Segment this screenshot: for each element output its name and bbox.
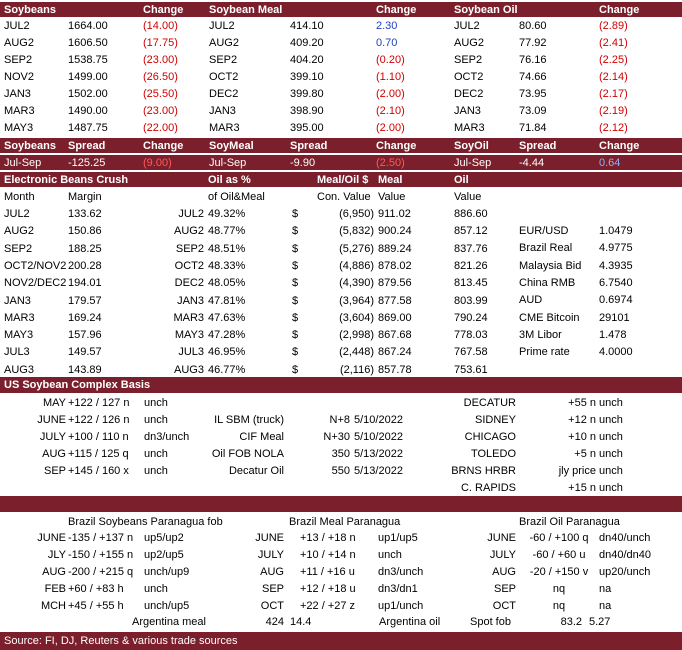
soybeans-header: Soybeans — [4, 4, 56, 16]
meal-month: OCT2 — [209, 71, 239, 83]
soy-price: 1606.50 — [68, 37, 108, 49]
crush-oil-pct: 46.95% — [208, 346, 246, 359]
crush-dollar: $ — [292, 277, 299, 290]
basis-date: 5/10/2022 — [354, 431, 403, 443]
crush-meal-value: 911.02 — [378, 208, 411, 220]
basis-change: unch — [144, 397, 168, 409]
crush-oil-value-label: Value — [454, 191, 482, 203]
brazil-oil-value: nq — [552, 583, 566, 595]
brazil-meal-value: +10 / +14 n — [300, 549, 356, 561]
source-note: Source: FI, DJ, Reuters & various trade sources — [4, 635, 238, 647]
crush-margin: 143.89 — [68, 363, 102, 376]
basis-change: dn3/unch — [144, 431, 190, 443]
oil-price: 74.66 — [519, 71, 547, 83]
basis-product-value: 550 — [331, 465, 350, 477]
crush-oil-month: OCT2 — [174, 259, 204, 272]
crush-oil-pct: 48.51% — [208, 242, 246, 255]
meal-change-header: Change — [376, 4, 417, 16]
basis-loc-value: +55 n — [568, 397, 596, 409]
basis-title: US Soybean Complex Basis — [4, 379, 151, 391]
basis-date: 5/13/2022 — [354, 448, 403, 460]
crush-con-value: (5,276) — [339, 242, 374, 255]
crush-dollar: $ — [292, 259, 299, 272]
brazil-soy-month: AUG — [42, 566, 66, 578]
brazil-soy-value: -150 / +155 n — [68, 549, 134, 561]
crush-oil-value: 767.58 — [454, 346, 488, 359]
oil-month: MAR3 — [454, 122, 485, 134]
crush-con-label: Con. Value — [317, 191, 371, 203]
oil-price: 73.09 — [519, 105, 547, 117]
crush-oil-value: 886.60 — [454, 208, 488, 220]
meal-price: 409.20 — [290, 37, 324, 49]
meal-price: 395.00 — [290, 122, 324, 134]
crush-dollar: $ — [292, 346, 299, 359]
meal-month: DEC2 — [209, 88, 239, 100]
brazil-meal-change: unch — [378, 549, 402, 561]
crush-month: JUL3 — [4, 346, 30, 359]
brazil-oil-change: dn40/unch — [599, 532, 651, 544]
brazil-soy-title: Brazil Soybeans Paranagua fob — [68, 516, 223, 528]
brazil-meal-change: dn3/unch — [378, 566, 424, 578]
divider-band — [0, 496, 682, 512]
basis-location: BRNS HRBR — [451, 465, 516, 477]
soy-month: JUL2 — [4, 20, 30, 32]
soy-change: (14.00) — [143, 20, 178, 32]
basis-value: +122 / 126 n — [68, 414, 130, 426]
soy-price: 1487.75 — [68, 122, 108, 134]
crush-meal-value: 869.00 — [378, 311, 412, 324]
crush-oil-value: 790.24 — [454, 311, 488, 324]
meal-month: JAN3 — [209, 105, 236, 117]
soy-price: 1664.00 — [68, 20, 108, 32]
spread-header-cell: Soybeans — [4, 140, 56, 152]
crush-meal-value: 879.56 — [378, 277, 412, 290]
soy-month: MAR3 — [4, 105, 35, 117]
meal-month: SEP2 — [209, 54, 238, 66]
crush-margin: 200.28 — [68, 259, 102, 272]
brazil-oil-value: -60 / +100 q — [529, 532, 589, 544]
meal-change: (2.00) — [376, 122, 405, 134]
oil-month: JUL2 — [454, 20, 480, 32]
crush-dollar: $ — [292, 242, 299, 255]
brazil-meal-month: JUNE — [255, 532, 284, 544]
spread-header-cell: SoyOil — [454, 140, 489, 152]
oil-change-header: Change — [599, 4, 640, 16]
meal-change: (1.10) — [376, 71, 405, 83]
fx-value: 1.478 — [599, 328, 627, 341]
crush-oil-value: 778.03 — [454, 329, 488, 342]
spread-value: Jul-Sep — [454, 157, 492, 169]
brazil-oil-title: Brazil Oil Paranagua — [519, 516, 620, 528]
soy-month: JAN3 — [4, 88, 31, 100]
brazil-meal-month: JULY — [257, 549, 284, 561]
basis-month: JULY — [39, 431, 66, 443]
basis-product-value: N+30 — [323, 431, 350, 443]
crush-oil-month: SEP2 — [175, 242, 204, 255]
spread-header-cell: Change — [376, 140, 417, 152]
oil-month: DEC2 — [454, 88, 484, 100]
crush-margin: 188.25 — [68, 242, 102, 255]
brazil-soy-change: up2/up5 — [144, 549, 184, 561]
soy-month: AUG2 — [4, 37, 34, 49]
brazil-meal-value: +11 / +16 u — [300, 566, 355, 578]
crush-margin: 133.62 — [68, 208, 102, 220]
brazil-meal-value: +13 / +18 n — [300, 532, 356, 544]
basis-loc-change: unch — [599, 448, 623, 460]
crush-oil-pct: 49.32% — [208, 208, 246, 220]
oil-month: SEP2 — [454, 54, 483, 66]
soy-price: 1538.75 — [68, 54, 108, 66]
basis-location: SIDNEY — [475, 414, 516, 426]
argentina-oil-label: Argentina oil — [379, 616, 441, 628]
brazil-oil-value: -20 / +150 v — [529, 566, 589, 578]
spread-value: -9.90 — [290, 157, 316, 169]
oil-change: (2.14) — [599, 71, 628, 83]
crush-oil-month: AUG3 — [174, 363, 204, 376]
meal-price: 414.10 — [290, 20, 324, 32]
crush-dollar: $ — [292, 225, 299, 238]
soy-change: (23.00) — [143, 54, 178, 66]
crush-oil-header: Oil — [454, 174, 469, 186]
basis-loc-value: +5 n — [574, 448, 596, 460]
oil-change: (2.17) — [599, 88, 628, 100]
basis-product: IL SBM (truck) — [214, 414, 284, 426]
crush-oil-value: 837.76 — [454, 242, 488, 255]
brazil-meal-month: OCT — [260, 600, 284, 612]
basis-month: JUNE — [37, 414, 66, 426]
basis-month: MAY — [42, 397, 66, 409]
crush-oil-pct: 48.33% — [208, 259, 246, 272]
crush-oil-month: MAY3 — [174, 329, 204, 342]
crush-oilpct-header: Oil as % — [208, 174, 251, 186]
argentina-meal-value2: 14.4 — [290, 616, 312, 628]
argentina-spot-label: Spot fob — [470, 616, 511, 628]
basis-product-value: 350 — [331, 448, 350, 460]
fx-value: 4.0000 — [599, 346, 633, 359]
soy-change: (17.75) — [143, 37, 178, 49]
crush-oil-value: 803.99 — [454, 294, 488, 307]
spread-value: (2.50) — [376, 157, 405, 169]
spread-header-cell: Change — [599, 140, 640, 152]
spread-value: -125.25 — [68, 157, 106, 169]
brazil-oil-month: JULY — [489, 549, 516, 561]
crush-con-value: (4,390) — [339, 277, 374, 290]
spread-value: Jul-Sep — [209, 157, 247, 169]
crush-oil-value: 821.26 — [454, 259, 488, 272]
soy-month: SEP2 — [4, 54, 33, 66]
basis-value: +115 / 125 q — [68, 448, 129, 460]
brazil-oil-month: SEP — [493, 583, 516, 595]
spread-value: (9.00) — [143, 157, 172, 169]
crush-meal-value: 867.68 — [378, 329, 412, 342]
oil-price: 76.16 — [519, 54, 547, 66]
soy-price: 1499.00 — [68, 71, 108, 83]
crush-margin: 149.57 — [68, 346, 102, 359]
brazil-oil-change: dn40/dn40 — [599, 549, 651, 561]
basis-product: Decatur Oil — [228, 465, 284, 477]
crush-month: SEP2 — [4, 242, 33, 255]
crush-month: AUG3 — [4, 363, 34, 376]
fx-value: 29101 — [599, 311, 630, 324]
soy-change: (23.00) — [143, 105, 178, 117]
brazil-meal-change: up1/up5 — [378, 532, 418, 544]
crush-dollar: $ — [292, 329, 299, 342]
basis-product: Oil FOB NOLA — [211, 448, 284, 460]
crush-oil-value: 813.45 — [454, 277, 488, 290]
basis-location: DECATUR — [463, 397, 516, 409]
oil-month: JAN3 — [454, 105, 481, 117]
basis-loc-change: unch — [599, 431, 623, 443]
crush-meal-value: 857.78 — [378, 363, 412, 376]
brazil-soy-month: FEB — [44, 583, 66, 595]
brazil-oil-month: JUNE — [487, 532, 516, 544]
meal-header: Soybean Meal — [209, 4, 283, 16]
fx-value: 0.6974 — [599, 294, 633, 307]
basis-month: AUG — [42, 448, 66, 460]
fx-value: 6.7540 — [599, 276, 633, 289]
fx-label: Brazil Real — [519, 242, 573, 255]
crush-oil-pct: 47.81% — [208, 294, 246, 307]
brazil-meal-month: SEP — [261, 583, 284, 595]
brazil-oil-change: na — [599, 600, 612, 612]
basis-value: +122 / 127 n — [68, 397, 130, 409]
oil-month: AUG2 — [454, 37, 484, 49]
spread-header-cell: Spread — [290, 140, 328, 152]
brazil-soy-change: unch — [144, 583, 168, 595]
crush-dollar: $ — [292, 311, 299, 324]
crush-month: NOV2/DEC2 — [4, 277, 67, 290]
crush-oil-month: DEC2 — [174, 277, 204, 290]
meal-change: 2.30 — [376, 20, 398, 32]
argentina-meal-value1: 424 — [265, 616, 284, 628]
crush-con-value: (2,448) — [339, 346, 374, 359]
brazil-meal-change: dn3/dn1 — [378, 583, 418, 595]
fx-label: 3M Libor — [519, 328, 562, 341]
brazil-meal-title: Brazil Meal Paranagua — [289, 516, 401, 528]
argentina-meal-label: Argentina meal — [132, 616, 206, 628]
crush-meal-value: 878.02 — [378, 259, 412, 272]
meal-price: 404.20 — [290, 54, 324, 66]
crush-con-value: (6,950) — [339, 208, 374, 220]
crush-dollar: $ — [292, 294, 299, 307]
basis-loc-value: +15 n — [568, 482, 596, 494]
soy-change: (26.50) — [143, 71, 178, 83]
basis-product: CIF Meal — [239, 431, 284, 443]
meal-change: 0.70 — [376, 37, 398, 49]
soy-month: NOV2 — [4, 71, 34, 83]
fx-label: China RMB — [519, 276, 576, 289]
meal-month: JUL2 — [209, 20, 235, 32]
spread-header-cell: Spread — [519, 140, 557, 152]
fx-value: 4.9775 — [599, 242, 633, 255]
basis-location: CHICAGO — [464, 431, 516, 443]
oil-price: 71.84 — [519, 122, 547, 134]
crush-dollar: $ — [292, 363, 299, 376]
brazil-oil-month: AUG — [492, 566, 516, 578]
brazil-meal-value: +12 / +18 u — [300, 583, 356, 595]
crush-margin: 169.24 — [68, 311, 102, 324]
crush-oil-month: JUL3 — [178, 346, 204, 359]
brazil-soy-month: MCH — [40, 600, 66, 612]
basis-change: unch — [144, 414, 168, 426]
basis-value: +100 / 110 n — [68, 431, 129, 443]
crush-oil-month: AUG2 — [174, 225, 204, 238]
argentina-oil-value2: 5.27 — [589, 616, 611, 628]
brazil-meal-month: AUG — [260, 566, 284, 578]
crush-meal-value: 889.24 — [378, 242, 412, 255]
oil-month: OCT2 — [454, 71, 484, 83]
basis-loc-change: unch — [599, 465, 623, 477]
oil-price: 77.92 — [519, 37, 547, 49]
brazil-oil-month: OCT — [492, 600, 516, 612]
oil-header: Soybean Oil — [454, 4, 518, 16]
meal-price: 399.80 — [290, 88, 324, 100]
spread-header-cell: Spread — [68, 140, 106, 152]
soybeans-change-header: Change — [143, 4, 184, 16]
oil-change: (2.89) — [599, 20, 628, 32]
crush-con-value: (5,832) — [339, 225, 374, 238]
brazil-soy-change: up5/up2 — [144, 532, 184, 544]
crush-oil-value: 857.12 — [454, 225, 488, 238]
crush-meal-value: 900.24 — [378, 225, 412, 238]
basis-month: SEP — [43, 465, 66, 477]
fx-label: CME Bitcoin — [519, 311, 580, 324]
basis-loc-change: unch — [599, 414, 623, 426]
basis-loc-value: jly price — [558, 465, 596, 477]
basis-loc-change: unch — [599, 397, 623, 409]
fx-label: EUR/USD — [519, 225, 569, 237]
crush-meal-value: 867.24 — [378, 346, 412, 359]
crush-oil-pct: 46.77% — [208, 363, 246, 376]
basis-value: +145 / 160 x — [68, 465, 129, 477]
soy-price: 1502.00 — [68, 88, 108, 100]
crush-oil-pct: 48.77% — [208, 225, 246, 238]
spread-header-cell: Change — [143, 140, 184, 152]
spread-header-cell: SoyMeal — [209, 140, 254, 152]
fx-label: Malaysia Bid — [519, 259, 582, 272]
crush-margin-label: Margin — [68, 191, 102, 203]
meal-change: (2.00) — [376, 88, 405, 100]
brazil-soy-change: unch/up5 — [144, 600, 190, 612]
crush-month: MAR3 — [4, 311, 35, 324]
soy-month: MAY3 — [4, 122, 34, 134]
meal-price: 398.90 — [290, 105, 324, 117]
oil-price: 73.95 — [519, 88, 547, 100]
basis-product-value: N+8 — [329, 414, 350, 426]
soy-price: 1490.00 — [68, 105, 108, 117]
crush-month-label: Month — [4, 191, 35, 203]
meal-month: MAR3 — [209, 122, 240, 134]
soy-change: (25.50) — [143, 88, 178, 100]
meal-month: AUG2 — [209, 37, 239, 49]
brazil-oil-change: na — [599, 583, 612, 595]
crush-margin: 150.86 — [68, 225, 102, 238]
crush-month: OCT2/NOV2 — [4, 259, 67, 272]
crush-oil-month: JAN3 — [177, 294, 204, 307]
spread-value: 0.64 — [599, 157, 621, 169]
meal-price: 399.10 — [290, 71, 324, 83]
basis-loc-value: +10 n — [568, 431, 596, 443]
crush-oil-pct: 47.28% — [208, 329, 246, 342]
oil-change: (2.25) — [599, 54, 628, 66]
fx-label: Prime rate — [519, 346, 570, 359]
basis-location: TOLEDO — [470, 448, 516, 460]
brazil-soy-month: JLY — [47, 549, 66, 561]
basis-date: 5/13/2022 — [354, 465, 403, 477]
brazil-oil-value: -60 / +60 u — [532, 549, 586, 561]
brazil-soy-value: -200 / +215 q — [68, 566, 134, 578]
crush-oil-month: MAR3 — [173, 311, 204, 324]
crush-oil-month: JUL2 — [178, 208, 204, 220]
basis-change: unch — [144, 448, 168, 460]
basis-loc-change: unch — [599, 482, 623, 494]
crush-margin: 194.01 — [68, 277, 102, 290]
basis-change: unch — [144, 465, 168, 477]
crush-con-value: (2,998) — [339, 329, 374, 342]
crush-margin: 179.57 — [68, 294, 102, 307]
oil-price: 80.60 — [519, 20, 547, 32]
brazil-meal-change: up1/unch — [378, 600, 424, 612]
crush-meal-value: 877.58 — [378, 294, 412, 307]
fx-label: AUD — [519, 294, 543, 307]
crush-oil-pct: 47.63% — [208, 311, 246, 324]
basis-loc-value: +12 n — [568, 414, 596, 426]
brazil-soy-change: unch/up9 — [144, 566, 190, 578]
meal-change: (0.20) — [376, 54, 405, 66]
crush-title: Electronic Beans Crush — [4, 174, 129, 186]
fx-value: 1.0479 — [599, 225, 633, 237]
crush-oilmeal-label: of Oil&Meal — [208, 191, 265, 203]
brazil-soy-value: +60 / +83 h — [68, 583, 124, 595]
crush-ratio-header: Meal/Oil $ — [317, 174, 369, 186]
crush-month: AUG2 — [4, 225, 34, 238]
crush-month: JAN3 — [4, 294, 31, 307]
oil-change: (2.19) — [599, 105, 628, 117]
crush-month: JUL2 — [4, 208, 30, 220]
crush-margin: 157.96 — [68, 329, 102, 342]
crush-oil-value: 753.61 — [454, 363, 488, 376]
spread-value: -4.44 — [519, 157, 545, 169]
crush-month: MAY3 — [4, 329, 34, 342]
oil-change: (2.41) — [599, 37, 628, 49]
basis-location: C. RAPIDS — [460, 482, 516, 494]
basis-date: 5/10/2022 — [354, 414, 403, 426]
argentina-oil-value1: 83.2 — [560, 616, 582, 628]
brazil-soy-month: JUNE — [37, 532, 66, 544]
brazil-soy-value: +45 / +55 h — [68, 600, 124, 612]
crush-con-value: (4,886) — [339, 259, 374, 272]
spread-value: Jul-Sep — [4, 157, 42, 169]
brazil-meal-value: +22 / +27 z — [300, 600, 356, 612]
oil-change: (2.12) — [599, 122, 628, 134]
crush-oil-pct: 48.05% — [208, 277, 246, 290]
brazil-oil-change: up20/unch — [599, 566, 651, 578]
crush-dollar: $ — [292, 208, 299, 220]
crush-con-value: (3,964) — [339, 294, 374, 307]
brazil-soy-value: -135 / +137 n — [68, 532, 134, 544]
crush-meal-value-label: Value — [378, 191, 406, 203]
soy-change: (22.00) — [143, 122, 178, 134]
crush-meal-header: Meal — [378, 174, 403, 186]
brazil-oil-value: nq — [552, 600, 566, 612]
crush-con-value: (3,604) — [339, 311, 374, 324]
crush-con-value: (2,116) — [339, 363, 374, 376]
fx-value: 4.3935 — [599, 259, 633, 272]
futures-header-band — [0, 2, 682, 17]
meal-change: (2.10) — [376, 105, 405, 117]
